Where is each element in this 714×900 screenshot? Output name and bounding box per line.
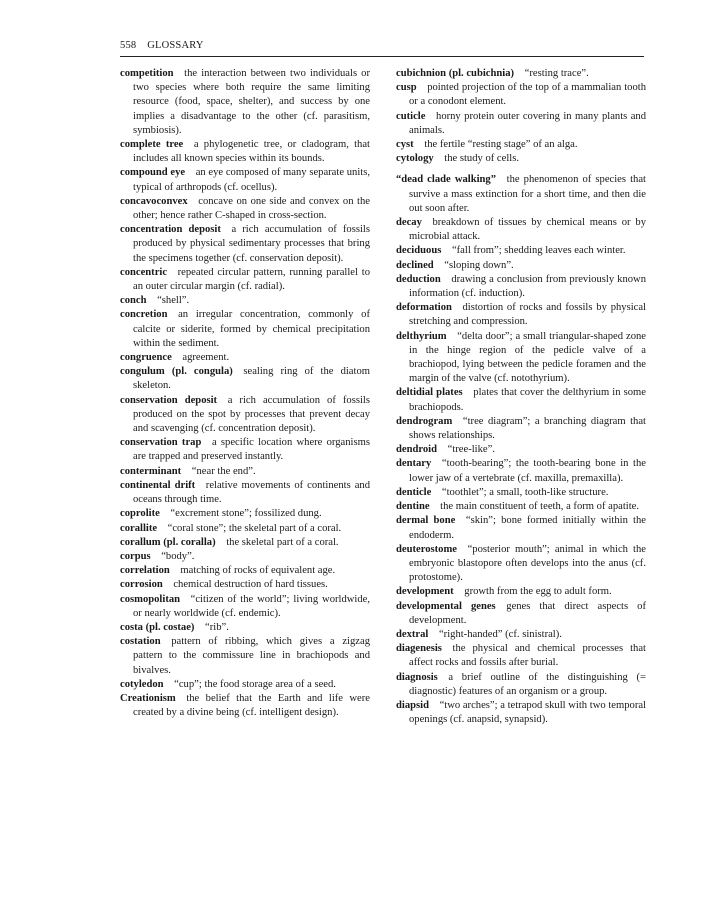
glossary-term: concentration deposit xyxy=(120,224,221,236)
glossary-definition: “body”. xyxy=(161,550,195,562)
glossary-entry xyxy=(396,628,646,642)
glossary-definition: matching of rocks of equivalent age. xyxy=(180,565,336,577)
glossary-term: deformation xyxy=(396,302,452,314)
glossary-definition: “fall from”; shedding leaves each winter. xyxy=(451,245,626,257)
glossary-entry xyxy=(396,81,646,109)
glossary-definition: “right-handed” (cf. sinistral). xyxy=(438,628,562,640)
glossary-entry xyxy=(120,578,370,592)
glossary-entry xyxy=(120,564,370,578)
glossary-entry xyxy=(396,699,646,727)
glossary-definition: an eye composed of many separate units, typical of arthropods (cf. ocellus). xyxy=(133,167,370,193)
glossary-entry xyxy=(120,479,370,507)
glossary-entry xyxy=(120,635,370,678)
glossary-entry xyxy=(396,152,646,166)
glossary-definition: genes that direct aspects of development. xyxy=(409,600,646,626)
glossary-term: cosmopolitan xyxy=(120,593,181,605)
glossary-term: “dead clade walking” xyxy=(396,174,497,186)
glossary-term: corrosion xyxy=(120,579,163,591)
glossary-term: concretion xyxy=(120,309,168,321)
glossary-term: diagenesis xyxy=(396,643,442,655)
glossary-definition: the interaction between two individuals or two species where both require the same limiting resource (food, space, shelter), and success by one implies a disadvantage to the other (cf. parasitism, symbiosis). xyxy=(133,68,370,136)
glossary-term: dendrogram xyxy=(396,415,453,427)
glossary-entry xyxy=(120,550,370,564)
glossary-definition: the phenomenon of species that survive a mass extinction for a short time, and then die out soon after. xyxy=(409,174,646,214)
glossary-term: declined xyxy=(396,259,434,271)
glossary-definition: “cup”; the food storage area of a seed. xyxy=(174,678,336,690)
running-header xyxy=(120,40,644,51)
glossary-definition: concave on one side and convex on the other; hence rather C-shaped in cross-section. xyxy=(133,195,370,222)
glossary-entry xyxy=(120,465,370,479)
glossary-definition: the belief that the Earth and life were created by a divine being (cf. intelligent design). xyxy=(133,692,370,719)
glossary-definition: growth from the egg to adult form. xyxy=(464,586,612,598)
section-title: GLOSSARY xyxy=(147,40,204,51)
glossary-term: cusp xyxy=(396,82,417,94)
glossary-term: diagnosis xyxy=(396,671,438,683)
glossary-definition: “delta door”; a small triangular-shaped zone in the hinge region of the pedicle valve of a brachiopod, lying between the pedicle foramen and the margin of the valve (cf. notothyrium). xyxy=(409,330,646,385)
glossary-definition: a specific location where organisms are trapped and preserved instantly. xyxy=(133,437,370,463)
glossary-definition: drawing a conclusion from previously known information (cf. induction). xyxy=(409,273,646,300)
glossary-entry xyxy=(396,671,646,699)
glossary-entry xyxy=(396,67,646,81)
glossary-term: Creationism xyxy=(120,692,176,704)
glossary-definition: pattern of ribbing, which gives a zigzag pattern to the commissure line in brachiopods and bivalves. xyxy=(133,636,370,676)
glossary-definition: “tooth-bearing”; the tooth-bearing bone in the lower jaw of a vertebrate (cf. maxilla, premaxilla). xyxy=(409,458,646,484)
glossary-term: development xyxy=(396,586,454,598)
glossary-definition: “posterior mouth”; animal in which the embryonic blastopore often develops into the anus (cf. protostome). xyxy=(409,543,646,584)
glossary-entry xyxy=(120,394,370,437)
glossary-term: dextral xyxy=(396,628,429,640)
glossary-term: concentric xyxy=(120,266,168,278)
glossary-entry xyxy=(120,223,370,266)
glossary-entry xyxy=(396,244,646,258)
glossary-definition: “two arches”; a tetrapod skull with two temporal openings (cf. anapsid, synapsid). xyxy=(409,699,646,726)
glossary-entry xyxy=(120,138,370,166)
glossary-definition: breakdown of tissues by chemical means or by microbial attack. xyxy=(409,217,646,243)
glossary-term: concavoconvex xyxy=(120,195,188,207)
glossary-entry xyxy=(396,386,646,414)
glossary-entry xyxy=(120,266,370,294)
glossary-term: cyst xyxy=(396,139,414,151)
glossary-entry xyxy=(396,600,646,628)
header-rule xyxy=(120,56,644,57)
glossary-term: dendroid xyxy=(396,444,438,456)
glossary-entry xyxy=(120,522,370,536)
glossary-entry xyxy=(396,486,646,500)
glossary-definition: “toothlet”; a small, tooth-like structure. xyxy=(441,486,609,498)
glossary-definition: a phylogenetic tree, or cladogram, that includes all known species within its bounds. xyxy=(133,139,370,165)
glossary-definition: “citizen of the world”; living worldwide, or nearly worldwide (cf. endemic). xyxy=(133,593,370,619)
glossary-term: delthyrium xyxy=(396,330,447,342)
glossary-entry xyxy=(120,365,370,393)
glossary-entry xyxy=(120,507,370,521)
glossary-definition: “sloping down”. xyxy=(444,259,514,271)
glossary-term: congulum (pl. congula) xyxy=(120,366,233,378)
glossary-entry xyxy=(120,692,370,720)
glossary-definition: the fertile “resting stage” of an alga. xyxy=(424,139,578,151)
glossary-term: costation xyxy=(120,636,161,648)
glossary-definition: “tree diagram”; a branching diagram that shows relationships. xyxy=(409,415,646,442)
glossary-definition: the main constituent of teeth, a form of apatite. xyxy=(440,501,640,513)
glossary-entry xyxy=(396,642,646,670)
page-number: 558 xyxy=(120,40,137,51)
glossary-term: costa (pl. costae) xyxy=(120,621,195,633)
glossary-term: developmental genes xyxy=(396,600,496,612)
glossary-definition: relative movements of continents and oceans through time. xyxy=(133,479,370,506)
glossary-definition: horny protein outer covering in many plants and animals. xyxy=(409,110,646,136)
glossary-term: deuterostome xyxy=(396,543,457,555)
glossary-term: dentine xyxy=(396,501,430,513)
glossary-definition: “near the end”. xyxy=(191,465,256,477)
glossary-term: complete tree xyxy=(120,139,184,151)
glossary-definition: “tree-like”. xyxy=(447,444,495,456)
glossary-term: denticle xyxy=(396,486,432,498)
glossary-entry xyxy=(396,443,646,457)
glossary-term: compound eye xyxy=(120,167,186,179)
glossary-term: congruence xyxy=(120,352,172,364)
glossary-definition: “rib”. xyxy=(205,621,229,633)
glossary-entry xyxy=(120,678,370,692)
glossary-definition: an irregular concentration, commonly of calcite or siderite, formed by chemical precipitation within the sediment. xyxy=(133,309,370,349)
glossary-entry xyxy=(120,351,370,365)
glossary-definition: a brief outline of the distinguishing (= diagnostic) features of an organism or a group. xyxy=(409,671,646,697)
glossary-entry xyxy=(120,308,370,351)
glossary-definition: the study of cells. xyxy=(444,153,519,165)
glossary-entry xyxy=(396,330,646,387)
glossary-term: competition xyxy=(120,68,174,79)
glossary-entry xyxy=(396,500,646,514)
glossary-entry xyxy=(396,216,646,244)
glossary-definition: the skeletal part of a coral. xyxy=(226,536,339,548)
glossary-term: continental drift xyxy=(120,479,196,491)
glossary-entry xyxy=(120,195,370,223)
glossary-term: coprolite xyxy=(120,508,160,520)
glossary-column-left xyxy=(120,67,370,720)
glossary-entry xyxy=(396,110,646,138)
glossary-entry xyxy=(396,259,646,273)
glossary-entry xyxy=(120,593,370,621)
glossary-entry xyxy=(396,543,646,586)
glossary-term: deciduous xyxy=(396,245,442,257)
glossary-definition: “excrement stone”; fossilized dung. xyxy=(170,508,322,520)
glossary-entry xyxy=(396,138,646,152)
glossary-definition: “shell”. xyxy=(157,295,190,307)
glossary-entry xyxy=(396,585,646,599)
glossary-definition: sealing ring of the diatom skeleton. xyxy=(133,366,370,392)
glossary-term: dentary xyxy=(396,458,432,470)
glossary-term: corallum (pl. coralla) xyxy=(120,536,216,548)
glossary-term: diapsid xyxy=(396,699,429,711)
glossary-definition: “resting trace”. xyxy=(524,68,589,79)
glossary-term: deduction xyxy=(396,273,441,285)
glossary-term: correlation xyxy=(120,565,170,577)
glossary-definition: a rich accumulation of fossils produced by physical sedimentary processes that bring the specimens together (cf. conservation deposit). xyxy=(133,224,370,264)
glossary-entry xyxy=(396,173,646,216)
glossary-entry xyxy=(120,67,370,138)
glossary-term: conch xyxy=(120,295,147,307)
glossary-term: cotyledon xyxy=(120,678,164,690)
glossary-entry xyxy=(120,436,370,464)
glossary-term: cuticle xyxy=(396,110,426,122)
glossary-column-right xyxy=(396,67,646,727)
glossary-definition: distortion of rocks and fossils by physical stretching and compression. xyxy=(409,302,646,328)
glossary-term: corallite xyxy=(120,522,158,534)
glossary-definition: plates that cover the delthyrium in some brachiopods. xyxy=(409,387,647,413)
glossary-definition: “skin”; bone formed initially within the endoderm. xyxy=(409,515,646,541)
glossary-term: dermal bone xyxy=(396,515,456,527)
glossary-definition: a rich accumulation of fossils produced on the spot by processes that prevent decay and scavenging (cf. concentration deposit). xyxy=(133,394,370,435)
glossary-term: conservation trap xyxy=(120,437,202,449)
glossary-entry xyxy=(120,621,370,635)
glossary-definition: “coral stone”; the skeletal part of a coral. xyxy=(167,522,342,534)
glossary-term: cytology xyxy=(396,153,434,165)
glossary-term: conservation deposit xyxy=(120,394,218,406)
glossary-definition: repeated circular pattern, running parallel to an outer circular margin (cf. radial). xyxy=(133,266,370,293)
glossary-entry xyxy=(120,294,370,308)
glossary-entry xyxy=(396,457,646,485)
glossary-term: conterminant xyxy=(120,465,182,477)
glossary-definition: pointed projection of the top of a mammalian tooth or a conodont element. xyxy=(409,82,646,108)
glossary-definition: chemical destruction of hard tissues. xyxy=(173,579,328,591)
glossary-entry xyxy=(396,273,646,301)
glossary-entry xyxy=(396,301,646,329)
glossary-term: decay xyxy=(396,217,422,229)
glossary-entry xyxy=(396,415,646,443)
glossary-entry xyxy=(120,536,370,550)
glossary-term: cubichnion (pl. cubichnia) xyxy=(396,68,515,79)
glossary-term: corpus xyxy=(120,550,151,562)
glossary-entry xyxy=(396,514,646,542)
glossary-term: deltidial plates xyxy=(396,387,463,399)
glossary-definition: agreement. xyxy=(182,352,230,364)
glossary-definition: the physical and chemical processes that affect rocks and fossils after burial. xyxy=(409,643,646,669)
glossary-entry xyxy=(120,166,370,194)
